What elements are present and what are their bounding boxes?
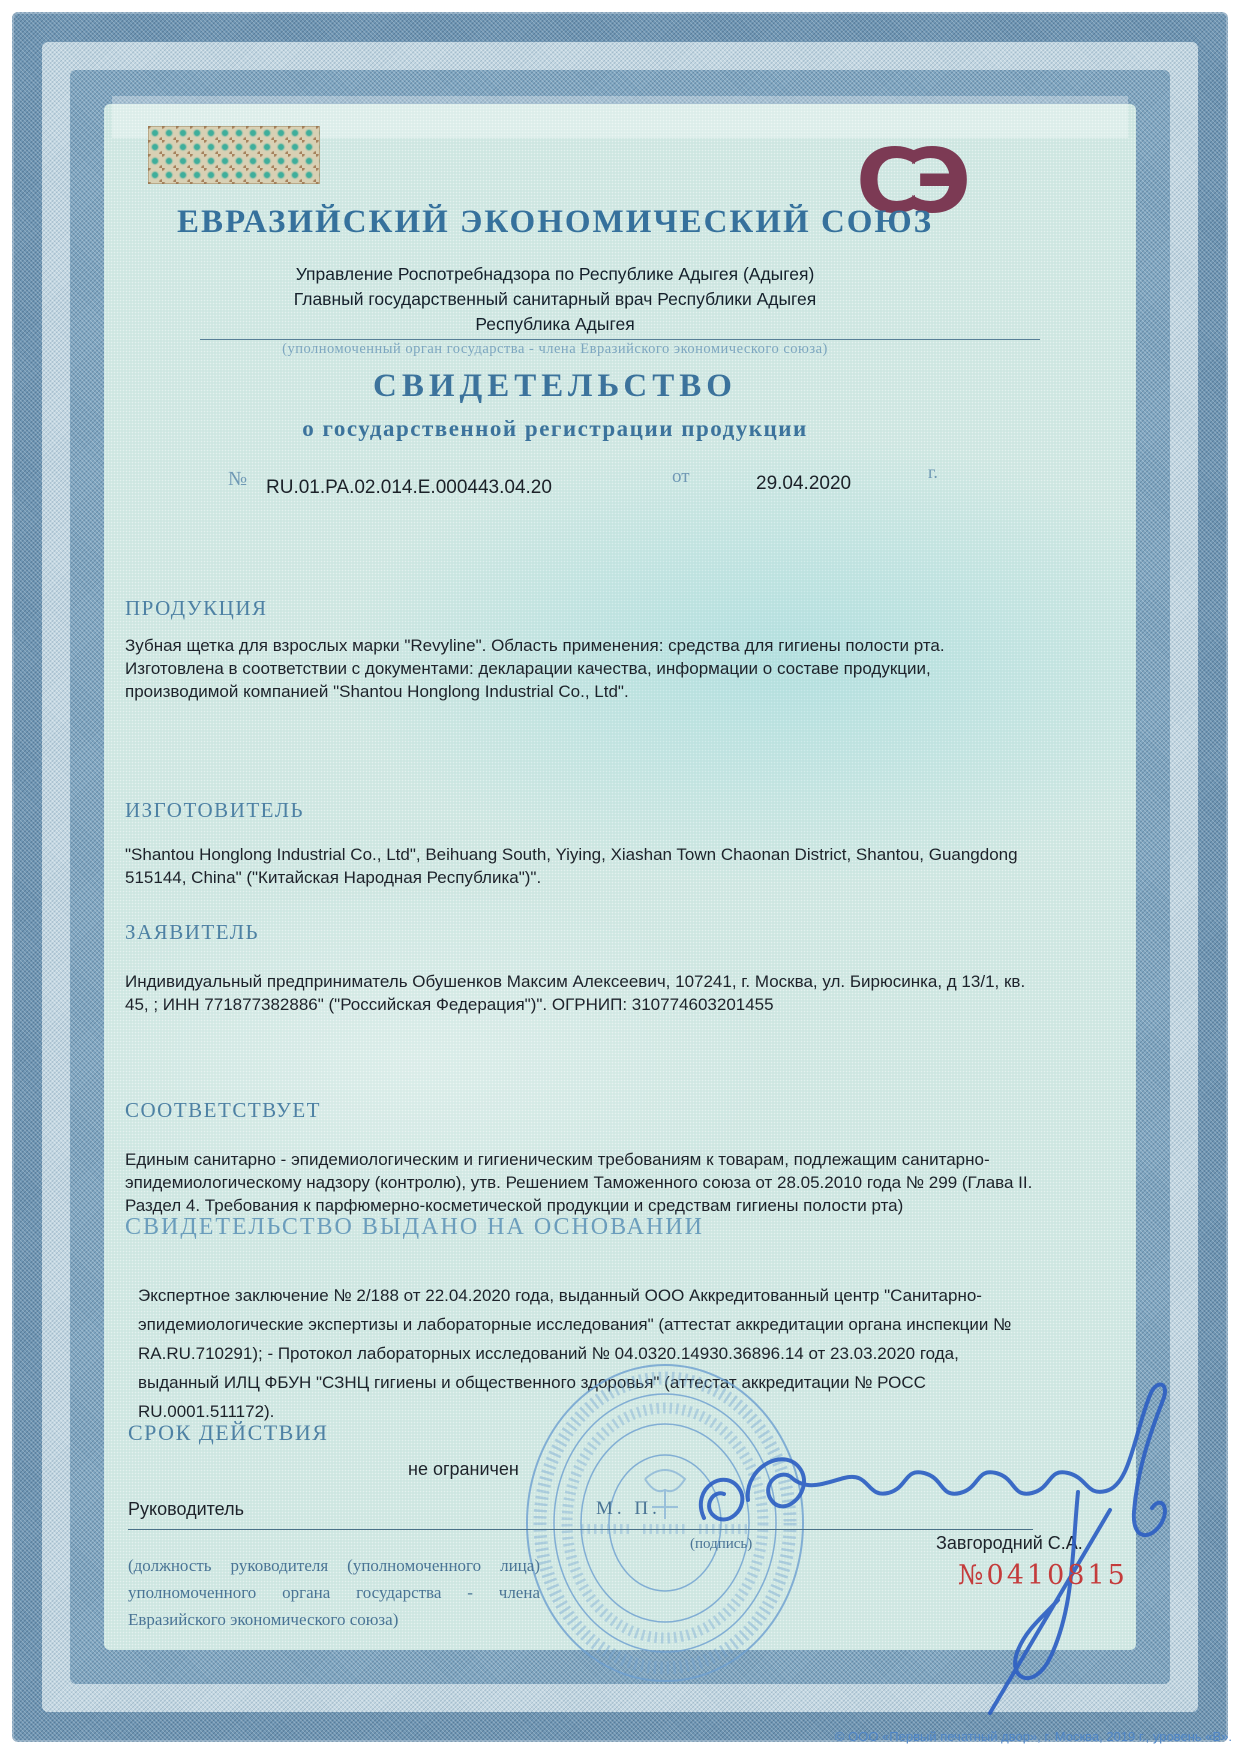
number-sign-label: № (228, 468, 248, 490)
section-heading-basis: СВИДЕТЕЛЬСТВО ВЫДАНО НА ОСНОВАНИИ (125, 1214, 704, 1240)
section-heading-applicant: ЗАЯВИТЕЛЬ (125, 920, 260, 944)
printer-footer: © ООО «Первый печатный двор», г. Москва, 2019 г., уровень «В». (834, 1729, 1232, 1744)
authority-line-1: Управление Роспотребнадзора по Республике Адыгея (Адыгея) (295, 264, 815, 284)
guilloche-pattern-block (148, 126, 320, 184)
year-label: г. (928, 462, 938, 482)
certificate-number: RU.01.PA.02.014.E.000443.04.20 (266, 477, 552, 498)
head-name: Завгородний С.А. (936, 1533, 1083, 1553)
certificate-title: СВИДЕТЕЛЬСТВО (373, 368, 737, 404)
authority-line-2: Главный государственный санитарный врач Республики Адыгея (293, 289, 817, 309)
basis-text: Экспертное заключение № 2/188 от 22.04.2020 года, выданный ООО Аккредитованный центр "Санитарно-эпидемиологические экспертизы и лабораторные исследования" (аттестат аккредитации органа инспекции № RA.RU.710291); - Протокол лабораторных исследований № 04.0320.14930.36896.14 от 23.03.2020 года, выданный ИЛЦ ФБУН "СЗНЦ гигиены и общественного здоровья" (аттестат аккредитации № РОСС RU.0001.511172). (138, 1286, 1012, 1421)
section-heading-product: ПРОДУКЦИЯ (125, 596, 268, 620)
certificate-subtitle: о государственной регистрации продукции (302, 416, 808, 441)
validity-value: не ограничен (408, 1459, 519, 1479)
position-note: (должность руководителя (уполномоченного лица) уполномоченного органа государства - члена Евразийского экономического союза) (128, 1556, 540, 1629)
authority-note: (уполномоченный орган государства - члена Евразийского экономического союза) (282, 341, 828, 357)
section-heading-validity: СРОК ДЕЙСТВИЯ (128, 1420, 329, 1445)
manufacturer-text: "Shantou Honglong Industrial Co., Ltd", Beihuang South, Yiying, Xiashan Town Chaonan District, Shantou, Guangdong 515144, China" ("Китайская Народная Республика")". (125, 845, 1018, 887)
product-text: Зубная щетка для взрослых марки "Revyline". Область применения: средства для гигиены полости рта. Изготовлена в соответствии с документами: декларации качества, информации о составе продукции, производимой компанией "Shantou Honglong Industrial Co., Ltd". (125, 636, 945, 701)
handwritten-signature (640, 1368, 1170, 1718)
serial-number: №0410815 (958, 1560, 1128, 1591)
signature-caption: (подпись) (690, 1536, 753, 1552)
certificate-date: 29.04.2020 (756, 473, 852, 494)
applicant-text: Индивидуальный предприниматель Обушенков Максим Алексеевич, 107241, г. Москва, ул. Бирюсинка, д 13/1, кв. 45, ; ИНН 771877382886" ("Российская Федерация")". ОГРНИП: 310774603201455 (125, 972, 1026, 1014)
authority-line-3: Республика Адыгея (475, 314, 635, 334)
authority-lines (105, 262, 1005, 337)
union-title: ЕВРАЗИЙСКИЙ ЭКОНОМИЧЕСКИЙ СОЮЗ (176, 204, 934, 240)
section-heading-conforms: СООТВЕТСТВУЕТ (125, 1098, 321, 1122)
conforms-text: Единым санитарно - эпидемиологическим и гигиеническим требованиям к товарам, подлежащим санитарно-эпидемиологическому надзору (контролю), утв. Решением Таможенного союза от 28.05.2010 года № 299 (Глава II. Раздел 4. Требования к парфюмерно-косметической продукции и средствам гигиены полости рта) (125, 1150, 1033, 1215)
se-monogram-icon: СЭ (856, 130, 958, 233)
stamp-place-label: М. П. (596, 1498, 661, 1519)
header-divider (200, 339, 1040, 340)
from-label: от (672, 466, 690, 487)
head-label: Руководитель (128, 1499, 244, 1519)
section-heading-manufacturer: ИЗГОТОВИТЕЛЬ (125, 798, 305, 822)
